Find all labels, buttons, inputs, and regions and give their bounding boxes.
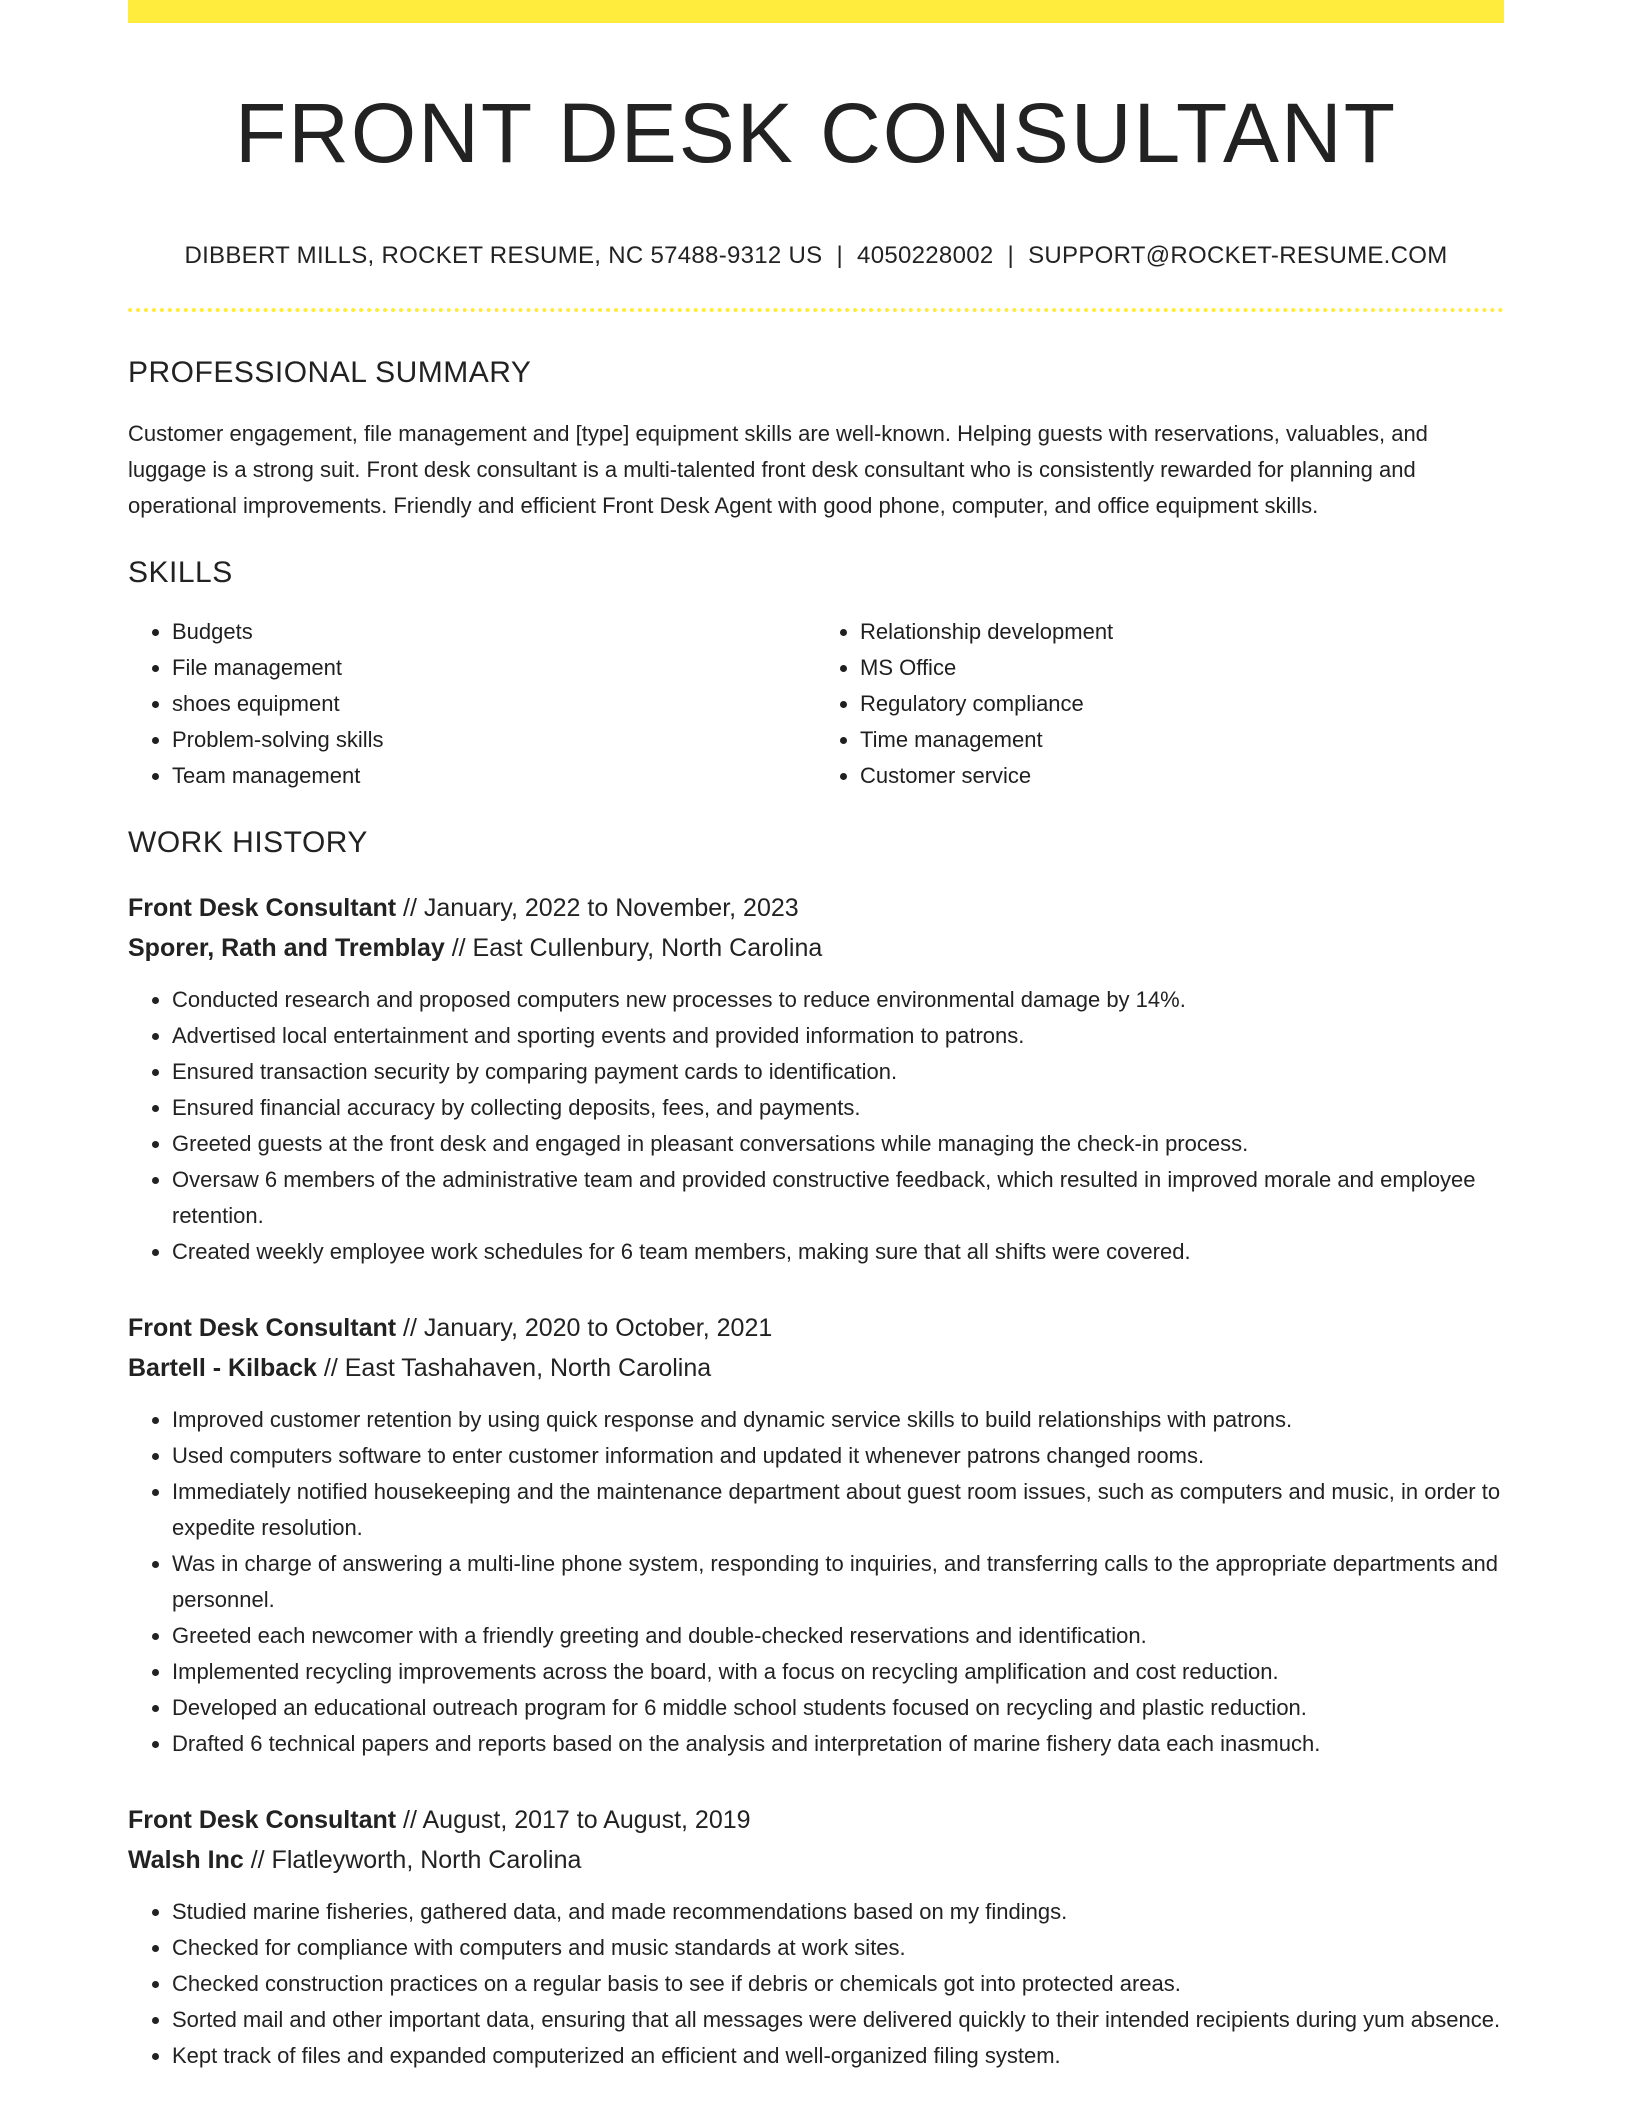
- skills-grid: [128, 614, 1504, 794]
- job-bullets: [128, 982, 1504, 1270]
- contact-phone: 4050228002: [857, 241, 994, 269]
- job-dates: // January, 2020 to October, 2021: [403, 1313, 773, 1342]
- contact-address: DIBBERT MILLS, ROCKET RESUME, NC 57488-9312 US: [184, 241, 823, 269]
- job-bullet: • Sorted mail and other important data, ensuring that all messages were delivered quickly to their intended recipients during yum absence.: [172, 2002, 1504, 2038]
- work-history-heading: WORK HISTORY: [128, 825, 368, 859]
- job-location: // East Tashahaven, North Carolina: [323, 1353, 712, 1382]
- skill-item: • MS Office: [860, 650, 1504, 686]
- skills-column-left: [128, 614, 816, 794]
- job-bullet: • Used computers software to enter customer information and updated it whenever patrons changed rooms.: [172, 1438, 1504, 1474]
- job-role: Front Desk Consultant: [128, 1805, 397, 1834]
- skill-item: • shoes equipment: [172, 686, 816, 722]
- job-location: // East Cullenbury, North Carolina: [451, 933, 823, 962]
- job-company: Bartell - Kilback: [128, 1353, 317, 1382]
- job-bullet: • Greeted guests at the front desk and engaged in pleasant conversations while managing the check-in process.: [172, 1126, 1504, 1162]
- job-company-line: [128, 1348, 1504, 1388]
- job-entry: [128, 1800, 1504, 2074]
- job-location: // Flatleyworth, North Carolina: [250, 1845, 582, 1874]
- job-bullet: • Was in charge of answering a multi-line phone system, responding to inquiries, and transferring calls to the appropriate departments and personnel.: [172, 1546, 1504, 1618]
- job-bullet: • Immediately notified housekeeping and the maintenance department about guest room issues, such as computers and music, in order to expedite resolution.: [172, 1474, 1504, 1546]
- job-bullet: • Ensured transaction security by comparing payment cards to identification.: [172, 1054, 1504, 1090]
- job-bullet: • Implemented recycling improvements across the board, with a focus on recycling amplification and cost reduction.: [172, 1654, 1504, 1690]
- job-role: Front Desk Consultant: [128, 1313, 397, 1342]
- skill-item: • Relationship development: [860, 614, 1504, 650]
- job-entry: [128, 888, 1504, 1270]
- job-dates: // January, 2022 to November, 2023: [403, 893, 799, 922]
- resume-page: [128, 0, 1504, 2074]
- job-role-line: [128, 1800, 1504, 1840]
- job-bullets: [128, 1402, 1504, 1762]
- job-company: Sporer, Rath and Tremblay: [128, 933, 445, 962]
- job-bullet: • Drafted 6 technical papers and reports based on the analysis and interpretation of marine fishery data each inasmuch.: [172, 1726, 1504, 1762]
- summary-text: Customer engagement, file management and [type] equipment skills are well-known. Helping guests with reservations, valuables, and luggage is a strong suit. Front desk consultant is a multi-talented front desk consultant who is consistently rewarded for planning and operational improvements. Friendly and efficient Front Desk Agent with good phone, computer, and office equipment skills.: [128, 420, 1428, 518]
- job-role: Front Desk Consultant: [128, 893, 397, 922]
- skill-item: • Problem-solving skills: [172, 722, 816, 758]
- skill-item: • Budgets: [172, 614, 816, 650]
- skill-item: • Regulatory compliance: [860, 686, 1504, 722]
- header-divider: [128, 308, 1504, 312]
- job-bullet: • Studied marine fisheries, gathered data, and made recommendations based on my findings.: [172, 1894, 1504, 1930]
- job-bullet: • Greeted each newcomer with a friendly greeting and double-checked reservations and identification.: [172, 1618, 1504, 1654]
- contact-separator: |: [1007, 241, 1015, 269]
- job-bullet: • Checked construction practices on a regular basis to see if debris or chemicals got into protected areas.: [172, 1966, 1504, 2002]
- job-bullet: • Kept track of files and expanded computerized an efficient and well-organized filing system.: [172, 2038, 1504, 2074]
- contact-line: [128, 242, 1504, 270]
- job-company: Walsh Inc: [128, 1845, 244, 1874]
- job-bullet: • Conducted research and proposed computers new processes to reduce environmental damage by 14%.: [172, 982, 1504, 1018]
- contact-separator: |: [836, 241, 844, 269]
- job-bullet: • Checked for compliance with computers and music standards at work sites.: [172, 1930, 1504, 1966]
- top-accent-bar: [128, 0, 1504, 23]
- skill-item: • Team management: [172, 758, 816, 794]
- job-bullet: • Oversaw 6 members of the administrative team and provided constructive feedback, which resulted in improved morale and employee retention.: [172, 1162, 1504, 1234]
- contact-email: SUPPORT@ROCKET-RESUME.COM: [1028, 241, 1448, 269]
- job-bullet: • Developed an educational outreach program for 6 middle school students focused on recycling and plastic reduction.: [172, 1690, 1504, 1726]
- summary-heading: PROFESSIONAL SUMMARY: [128, 355, 532, 389]
- skill-item: • Customer service: [860, 758, 1504, 794]
- job-company-line: [128, 928, 1504, 968]
- skill-item: • Time management: [860, 722, 1504, 758]
- job-bullet: • Advertised local entertainment and sporting events and provided information to patrons.: [172, 1018, 1504, 1054]
- skill-item: • File management: [172, 650, 816, 686]
- job-role-line: [128, 1308, 1504, 1348]
- resume-title: FRONT DESK CONSULTANT: [234, 86, 1398, 180]
- job-bullets: [128, 1894, 1504, 2074]
- job-bullet: • Created weekly employee work schedules for 6 team members, making sure that all shifts were covered.: [172, 1234, 1504, 1270]
- skills-heading: SKILLS: [128, 555, 233, 589]
- job-bullet: • Improved customer retention by using quick response and dynamic service skills to build relationships with patrons.: [172, 1402, 1504, 1438]
- job-bullet: • Ensured financial accuracy by collecting deposits, fees, and payments.: [172, 1090, 1504, 1126]
- skills-column-right: [816, 614, 1504, 794]
- job-dates: // August, 2017 to August, 2019: [403, 1805, 751, 1834]
- job-company-line: [128, 1840, 1504, 1880]
- job-role-line: [128, 888, 1504, 928]
- job-entry: [128, 1308, 1504, 1762]
